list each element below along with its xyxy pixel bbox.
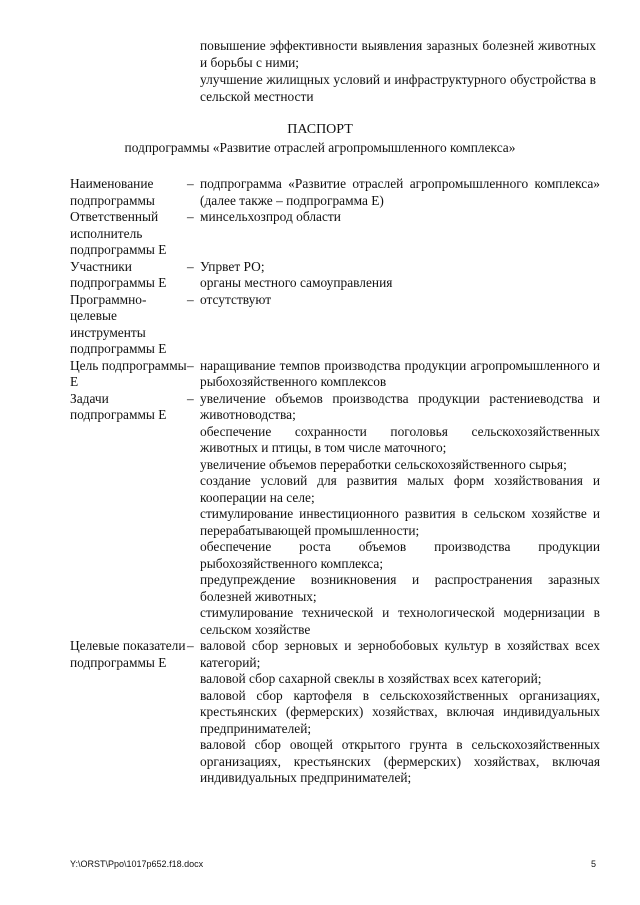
row-item: минсельхозпрод области: [200, 209, 341, 224]
row-item: отсутствуют: [200, 291, 272, 307]
row-item: обеспечение роста объемов производства продукции рыбохозяйственного комплекса;: [200, 539, 600, 571]
row-item: валовой сбор сахарной свеклы в хозяйствах всех категорий;: [200, 671, 542, 686]
row-label: Целевые показатели подпрограммы Е: [70, 638, 186, 670]
row-label: Цель подпрограммы Е: [70, 357, 187, 389]
row-dash: –: [187, 291, 194, 307]
row-dash: –: [187, 390, 194, 406]
row-item: валовой сбор овощей открытого грунта в сельскохозяйственных организациях, крестьянских (фермерских) хозяйствах, включая индивидуальных предпринимателей;: [200, 737, 600, 785]
passport-row-participants: [70, 259, 600, 292]
passport-row-executor: [70, 209, 600, 259]
row-item: валовой сбор картофеля в сельскохозяйственных организациях, крестьянских (фермерских) хозяйствах, включая индивидуальных предпринимателей;: [200, 687, 600, 736]
row-label: Задачи подпрограммы Е: [70, 390, 167, 422]
page-number: 5: [590, 859, 596, 869]
row-dash: –: [187, 209, 194, 224]
row-dash: –: [187, 638, 194, 653]
row-item: подпрограмма «Развитие отраслей агропромышленного комплекса» (далее также – подпрограмма Е): [200, 176, 600, 208]
row-item: создание условий для развития малых форм хозяйствования и кооперации на селе;: [200, 473, 600, 505]
row-content: [200, 358, 600, 391]
row-item: предупреждение возникновения и распространения заразных болезней животных;: [200, 572, 600, 604]
row-label: Участники подпрограммы Е: [70, 258, 167, 290]
passport-row-goal: [70, 358, 600, 391]
passport-table: [70, 176, 600, 787]
intro-list: [200, 38, 596, 106]
passport-row-tasks: [70, 391, 600, 639]
row-label: Ответственный исполнитель подпрограммы Е: [70, 209, 167, 257]
row-label: Наименование подпрограммы: [70, 176, 155, 208]
row-dash: –: [187, 258, 194, 274]
page-footer: [70, 856, 596, 873]
passport-row-instruments: [70, 292, 600, 358]
row-dash: –: [187, 357, 194, 373]
row-content: [200, 176, 600, 209]
row-content: [200, 292, 600, 309]
row-item: стимулирование технической и технологической модернизации в сельском хозяйстве: [200, 605, 600, 637]
row-content: [200, 391, 600, 639]
row-content: [200, 638, 600, 787]
title-block: [0, 122, 640, 156]
row-item: Упрвет РО;: [200, 258, 265, 274]
row-item: органы местного самоуправления: [200, 275, 393, 290]
page-title: ПАСПОРТ: [287, 122, 353, 137]
passport-row-indicators: [70, 638, 600, 787]
file-path: Y:\ORST\Ppo\1017p652.f18.docx: [70, 859, 204, 869]
row-content: [200, 209, 600, 226]
row-item: валовой сбор зерновых и зернобобовых культур в хозяйствах всех категорий;: [200, 638, 600, 670]
row-item: стимулирование инвестиционного развития в сельском хозяйстве и перерабатывающей промышленности;: [200, 506, 600, 538]
row-dash: –: [187, 176, 194, 191]
row-item: обеспечение сохранности поголовья сельскохозяйственных животных и птицы, в том числе маточного;: [200, 423, 600, 455]
intro-item: повышение эффективности выявления заразных болезней животных и борьбы с ними;: [200, 38, 596, 70]
page-subtitle: подпрограммы «Развитие отраслей агропромышленного комплекса»: [124, 139, 516, 155]
row-item: наращивание темпов производства продукции агропромышленного и рыбохозяйственного комплексов: [200, 357, 600, 389]
row-item: увеличение объемов производства продукции растениеводства и животноводства;: [200, 390, 600, 422]
row-label: Программно-целевые инструменты подпрограммы Е: [70, 291, 167, 356]
row-item: увеличение объемов переработки сельскохозяйственного сырья;: [200, 456, 567, 472]
row-content: [200, 259, 600, 292]
passport-row-name: [70, 176, 600, 209]
intro-item: улучшение жилищных условий и инфраструктурного обустройства в сельской местности: [200, 72, 596, 104]
